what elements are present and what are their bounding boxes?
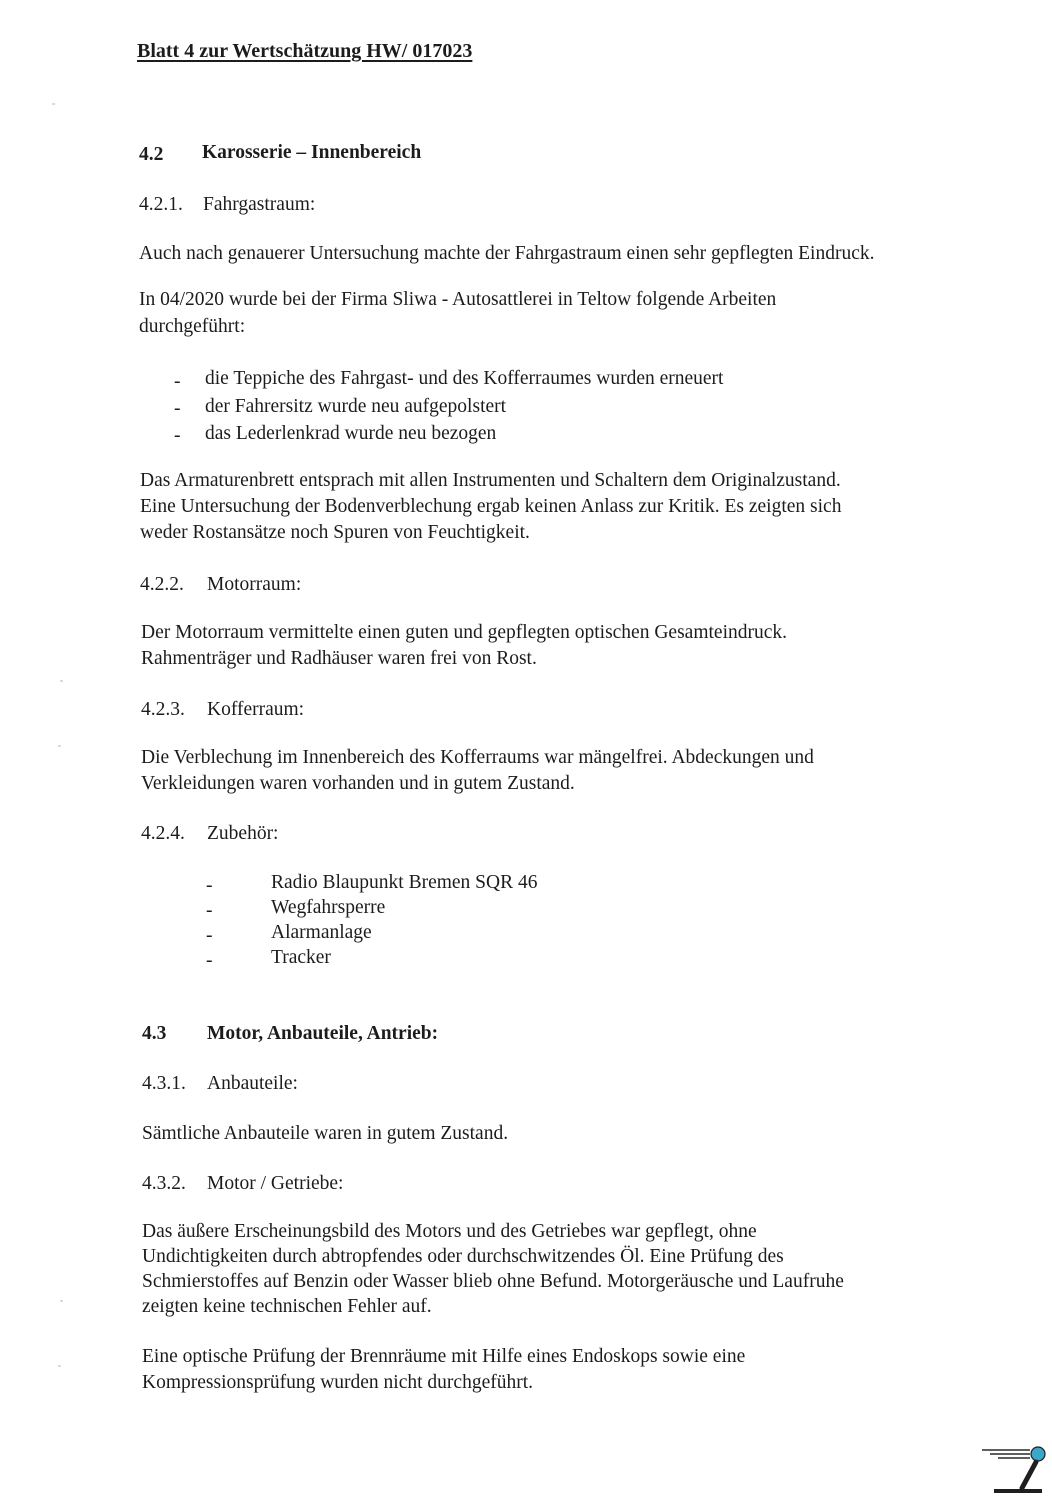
paragraph-line: weder Rostansätze noch Spuren von Feuchtigkeit. [140,522,530,543]
subsection-title: Zubehör: [207,823,279,844]
subsection-title: Motor / Getriebe: [207,1173,344,1194]
paragraph-line: Rahmenträger und Radhäuser waren frei von Rost. [141,648,537,669]
subsection-title: Fahrgastraum: [203,194,316,215]
paragraph-line: Eine optische Prüfung der Brennräume mit Hilfe eines Endoskops sowie eine [142,1346,746,1367]
paragraph-line: zeigten keine technischen Fehler auf. [142,1296,432,1317]
list-item: die Teppiche des Fahrgast- und des Kofferraumes wurden erneuert [205,368,724,389]
paragraph-line: Kompressionsprüfung wurden nicht durchgeführt. [142,1372,533,1393]
sheet-header-title: Blatt 4 zur Wertschätzung HW/ 017023 [137,40,473,62]
section-number: 4.2 [139,144,164,165]
list-bullet: - [206,875,213,896]
subsection-number: 4.2.4. [141,823,185,844]
paragraph-line: Das äußere Erscheinungsbild des Motors und des Getriebes war gepflegt, ohne [142,1221,757,1242]
paragraph-line: Schmierstoffes auf Benzin oder Wasser blieb ohne Befund. Motorgeräusche und Laufruhe [142,1271,844,1292]
section-number: 4.3 [142,1023,167,1044]
paragraph-line: durchgeführt: [139,316,246,337]
section-title: Karosserie – Innenbereich [202,142,422,163]
list-bullet: - [206,925,213,946]
list-item: Tracker [271,947,331,968]
scan-speck [60,1300,63,1302]
subsection-title: Anbauteile: [207,1073,298,1094]
scan-speck [58,1365,61,1367]
list-item: Wegfahrsperre [271,897,386,918]
list-bullet: - [174,425,181,446]
paragraph-line: Der Motorraum vermittelte einen guten und gepflegten optischen Gesamteindruck. [141,622,788,643]
paragraph-line: Sämtliche Anbauteile waren in gutem Zustand. [142,1123,509,1144]
list-bullet: - [174,371,181,392]
list-item: Radio Blaupunkt Bremen SQR 46 [271,872,538,893]
company-logo-icon [980,1440,1050,1496]
list-bullet: - [206,900,213,921]
paragraph-line: Verkleidungen waren vorhanden und in gutem Zustand. [141,773,575,794]
subsection-number: 4.3.2. [142,1173,186,1194]
section-title: Motor, Anbauteile, Antrieb: [207,1023,439,1044]
list-bullet: - [174,398,181,419]
subsection-number: 4.2.1. [139,194,183,215]
subsection-title: Kofferraum: [207,699,305,720]
subsection-title: Motorraum: [207,574,302,595]
scan-speck [58,745,61,747]
paragraph-line: Eine Untersuchung der Bodenverblechung ergab keinen Anlass zur Kritik. Es zeigten sich [140,496,842,517]
list-item: das Lederlenkrad wurde neu bezogen [205,423,497,444]
paragraph-line: Undichtigkeiten durch abtropfendes oder durchschwitzendes Öl. Eine Prüfung des [142,1246,784,1267]
list-item: der Fahrersitz wurde neu aufgepolstert [205,396,507,417]
subsection-number: 4.3.1. [142,1073,186,1094]
paragraph-line: Die Verblechung im Innenbereich des Kofferraums war mängelfrei. Abdeckungen und [141,747,814,768]
subsection-number: 4.2.2. [140,574,184,595]
paragraph-line: Auch nach genauerer Untersuchung machte der Fahrgastraum einen sehr gepflegten Eindruck. [139,243,875,264]
list-bullet: - [206,950,213,971]
paragraph-line: In 04/2020 wurde bei der Firma Sliwa - Autosattlerei in Teltow folgende Arbeiten [139,289,777,310]
paragraph-line: Das Armaturenbrett entsprach mit allen Instrumenten und Schaltern dem Originalzustand. [140,470,841,491]
list-item: Alarmanlage [271,922,372,943]
scan-speck [52,103,55,105]
subsection-number: 4.2.3. [141,699,185,720]
scan-speck [60,680,63,682]
